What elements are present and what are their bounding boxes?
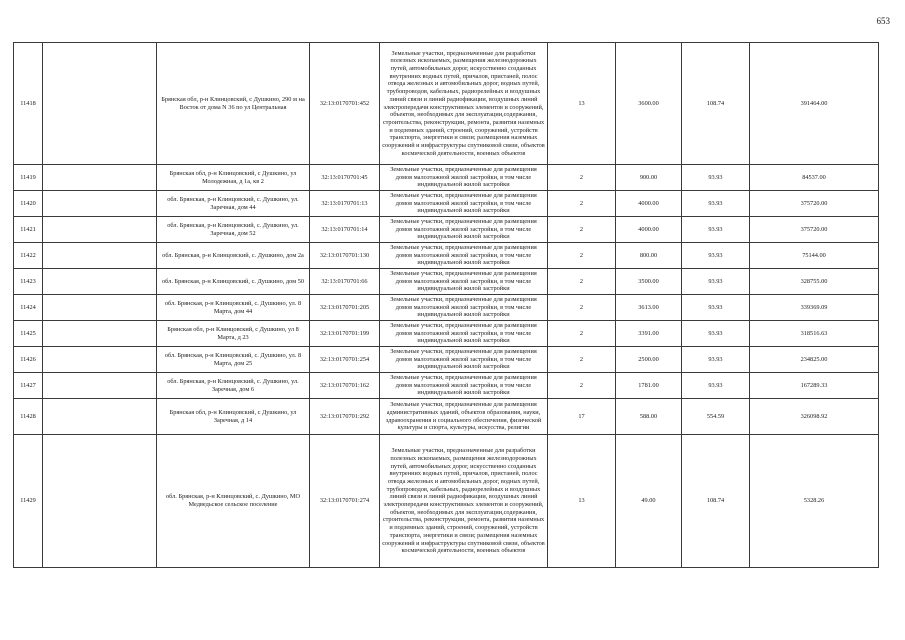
cadastral-number-cell: 32:13:0170701:162 [310, 373, 380, 399]
area-cell: 2500.00 [616, 347, 682, 373]
cadastral-number-cell: 32:13:0170701:14 [310, 217, 380, 243]
blank-cell [43, 43, 157, 165]
cadastral-number-cell: 32:13:0170701:452 [310, 43, 380, 165]
address-cell: обл. Брянская, р-н Клинцовский, с. Душкино, ул. 8 Марта, дом 25 [157, 347, 310, 373]
cadastral-value-cell: 234825.00 [750, 347, 879, 373]
address-cell: Брянская обл, р-н Клинцовский, с Душкино, ул Заречная, д 14 [157, 399, 310, 435]
specific-value-cell: 93.93 [682, 321, 750, 347]
specific-value-cell: 93.93 [682, 243, 750, 269]
cadastral-value-cell: 5328.26 [750, 435, 879, 568]
row-number-cell: 11421 [14, 217, 43, 243]
row-number-cell: 11418 [14, 43, 43, 165]
table-row [14, 217, 879, 243]
land-use-cell: Земельные участки, предназначенные для размещения домов малоэтажной жилой застройки, в том числе индивидуальной жилой застройки [380, 373, 548, 399]
group-cell: 2 [548, 347, 616, 373]
table-row [14, 347, 879, 373]
table-row [14, 243, 879, 269]
address-cell: Брянская обл, р-н Клинцовский, с Душкино, 290 м на Восток от дома N 36 по ул Центральная [157, 43, 310, 165]
row-number-cell: 11419 [14, 165, 43, 191]
area-cell: 3500.00 [616, 269, 682, 295]
table-row [14, 295, 879, 321]
address-cell: обл. Брянская, р-н Клинцовский, с. Душкино, ул. Заречная, дом 44 [157, 191, 310, 217]
specific-value-cell: 93.93 [682, 217, 750, 243]
table-row [14, 399, 879, 435]
blank-cell [43, 243, 157, 269]
cadastral-value-cell: 167289.33 [750, 373, 879, 399]
group-cell: 2 [548, 217, 616, 243]
specific-value-cell: 108.74 [682, 43, 750, 165]
area-cell: 4000.00 [616, 217, 682, 243]
area-cell: 4000.00 [616, 191, 682, 217]
specific-value-cell: 554.59 [682, 399, 750, 435]
land-use-cell: Земельные участки, предназначенные для размещения домов малоэтажной жилой застройки, в том числе индивидуальной жилой застройки [380, 295, 548, 321]
specific-value-cell: 108.74 [682, 435, 750, 568]
table-row [14, 165, 879, 191]
cadastral-number-cell: 32:13:0170701:199 [310, 321, 380, 347]
cadastral-number-cell: 32:13:0170701:254 [310, 347, 380, 373]
group-cell: 2 [548, 269, 616, 295]
row-number-cell: 11429 [14, 435, 43, 568]
specific-value-cell: 93.93 [682, 165, 750, 191]
land-use-cell: Земельные участки, предназначенные для разработки полезных ископаемых, размещения железнодорожных путей, автомобильных дорог, искусственно созданных внутренних водных путей, причалов, пристаней, полос отвода железных и автомобильных дорог, водных путей, трубопроводов, кабельных, радиорелейных и воздушных линий связи и линий радиофикации, воздушных линий электропередачи конструктивных элементов и сооружений, объектов, необходимых для эксплуатации,содержания, строительства, реконструкции, ремонта, развития наземных и подземных зданий, строений, сооружений, устройств транспорта, энергетики и связи; размещения наземных сооружений и инфраструктуры спутниковой связи, объектов космической деятельности, военных объектов [380, 435, 548, 568]
land-use-cell: Земельные участки, предназначенные для разработки полезных ископаемых, размещения железнодорожных путей, автомобильных дорог, искусственно созданных внутренних водных путей, причалов, пристаней, полос отвода железных и автомобильных дорог, водных путей, трубопроводов, кабельных, радиорелейных и воздушных линий связи и линий радиофикации, воздушных линий электропередачи конструктивных элементов и сооружений, объектов, необходимых для эксплуатации,содержания, строительства, реконструкции, ремонта, развития наземных и подземных зданий, строений, сооружений, устройств транспорта, энергетики и связи; размещения наземных сооружений и инфраструктуры спутниковой связи, объектов космической деятельности, военных объектов [380, 43, 548, 165]
row-number-cell: 11426 [14, 347, 43, 373]
area-cell: 49.00 [616, 435, 682, 568]
area-cell: 900.00 [616, 165, 682, 191]
blank-cell [43, 217, 157, 243]
cadastral-number-cell: 32:13:0170701:130 [310, 243, 380, 269]
specific-value-cell: 93.93 [682, 269, 750, 295]
cadastral-value-cell: 326098.92 [750, 399, 879, 435]
address-cell: обл. Брянская, р-н Клинцовский, с. Душкино, МО Медведьское сельское поселение [157, 435, 310, 568]
cadastral-number-cell: 32:13:0170701:66 [310, 269, 380, 295]
row-number-cell: 11422 [14, 243, 43, 269]
area-cell: 3613.00 [616, 295, 682, 321]
blank-cell [43, 165, 157, 191]
address-cell: обл. Брянская, р-н Клинцовский, с. Душкино, дом 50 [157, 269, 310, 295]
row-number-cell: 11428 [14, 399, 43, 435]
cadastral-value-cell: 84537.00 [750, 165, 879, 191]
address-cell: обл. Брянская, р-н Клинцовский, с. Душкино, ул. 8 Марта, дом 44 [157, 295, 310, 321]
address-cell: Брянская обл, р-н Клинцовский, с Душкино, ул 8 Марта, д 23 [157, 321, 310, 347]
address-cell: Брянская обл, р-н Клинцовский, с Душкино, ул Молодежная, д 1а, кв 2 [157, 165, 310, 191]
blank-cell [43, 321, 157, 347]
area-cell: 800.00 [616, 243, 682, 269]
row-number-cell: 11427 [14, 373, 43, 399]
table-body [14, 43, 879, 568]
cadastral-value-cell: 328755.00 [750, 269, 879, 295]
land-use-cell: Земельные участки, предназначенные для размещения домов малоэтажной жилой застройки, в том числе индивидуальной жилой застройки [380, 321, 548, 347]
cadastral-value-cell: 318516.63 [750, 321, 879, 347]
cadastral-number-cell: 32:13:0170701:45 [310, 165, 380, 191]
group-cell: 2 [548, 295, 616, 321]
cadastral-number-cell: 32:13:0170701:205 [310, 295, 380, 321]
cadastral-value-cell: 375720.00 [750, 217, 879, 243]
address-cell: обл. Брянская, р-н Клинцовский, с. Душкино, ул. Заречная, дом 52 [157, 217, 310, 243]
blank-cell [43, 399, 157, 435]
area-cell: 588.00 [616, 399, 682, 435]
group-cell: 17 [548, 399, 616, 435]
table-row [14, 43, 879, 165]
land-registry-table [13, 42, 879, 568]
group-cell: 13 [548, 43, 616, 165]
blank-cell [43, 191, 157, 217]
blank-cell [43, 373, 157, 399]
group-cell: 2 [548, 321, 616, 347]
row-number-cell: 11425 [14, 321, 43, 347]
group-cell: 2 [548, 243, 616, 269]
address-cell: обл. Брянская, р-н Клинцовский, с. Душкино, дом 2а [157, 243, 310, 269]
land-use-cell: Земельные участки, предназначенные для размещения домов малоэтажной жилой застройки, в том числе индивидуальной жилой застройки [380, 347, 548, 373]
land-use-cell: Земельные участки, предназначенные для размещения домов малоэтажной жилой застройки, в том числе индивидуальной жилой застройки [380, 269, 548, 295]
specific-value-cell: 93.93 [682, 295, 750, 321]
table-row [14, 373, 879, 399]
blank-cell [43, 435, 157, 568]
row-number-cell: 11423 [14, 269, 43, 295]
land-use-cell: Земельные участки, предназначенные для размещения домов малоэтажной жилой застройки, в том числе индивидуальной жилой застройки [380, 165, 548, 191]
blank-cell [43, 269, 157, 295]
land-use-cell: Земельные участки, предназначенные для размещения домов малоэтажной жилой застройки, в том числе индивидуальной жилой застройки [380, 217, 548, 243]
cadastral-value-cell: 391464.00 [750, 43, 879, 165]
area-cell: 3600.00 [616, 43, 682, 165]
table-row [14, 269, 879, 295]
cadastral-number-cell: 32:13:0170701:274 [310, 435, 380, 568]
land-use-cell: Земельные участки, предназначенные для размещения домов малоэтажной жилой застройки, в том числе индивидуальной жилой застройки [380, 191, 548, 217]
specific-value-cell: 93.93 [682, 373, 750, 399]
row-number-cell: 11420 [14, 191, 43, 217]
blank-cell [43, 347, 157, 373]
cadastral-value-cell: 339369.09 [750, 295, 879, 321]
table-row [14, 191, 879, 217]
cadastral-value-cell: 375720.00 [750, 191, 879, 217]
page-number: 653 [876, 16, 890, 26]
cadastral-value-cell: 75144.00 [750, 243, 879, 269]
table-row [14, 435, 879, 568]
group-cell: 2 [548, 373, 616, 399]
group-cell: 2 [548, 191, 616, 217]
group-cell: 2 [548, 165, 616, 191]
land-use-cell: Земельные участки, предназначенные для размещения административных зданий, объектов образования, науки, здравоохранения и социального обеспечения, физической культуры и спорта, культуры, искусства, религии [380, 399, 548, 435]
specific-value-cell: 93.93 [682, 347, 750, 373]
row-number-cell: 11424 [14, 295, 43, 321]
table-row [14, 321, 879, 347]
blank-cell [43, 295, 157, 321]
area-cell: 1781.00 [616, 373, 682, 399]
cadastral-number-cell: 32:13:0170701:292 [310, 399, 380, 435]
specific-value-cell: 93.93 [682, 191, 750, 217]
land-use-cell: Земельные участки, предназначенные для размещения домов малоэтажной жилой застройки, в том числе индивидуальной жилой застройки [380, 243, 548, 269]
address-cell: обл. Брянская, р-н Клинцовский, с. Душкино, ул. Заречная, дом 6 [157, 373, 310, 399]
group-cell: 13 [548, 435, 616, 568]
cadastral-number-cell: 32:13:0170701:13 [310, 191, 380, 217]
area-cell: 3391.00 [616, 321, 682, 347]
